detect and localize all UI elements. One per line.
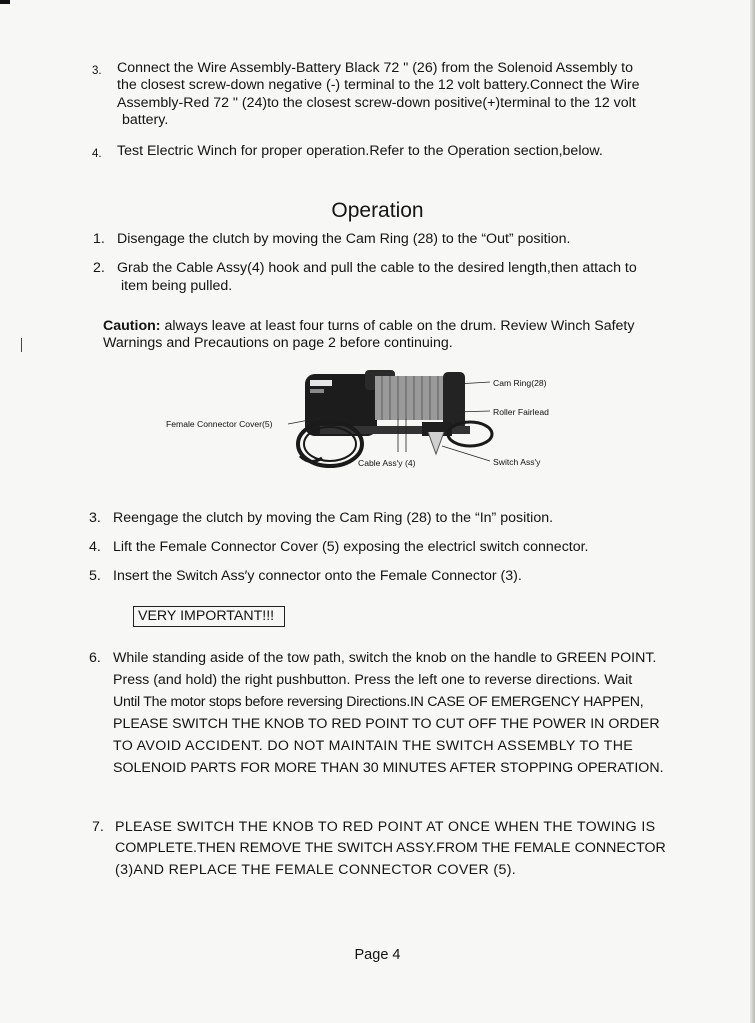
step-text-line: Connect the Wire Assembly-Battery Black 72 " (26) from the Solenoid Assembly to <box>117 60 634 76</box>
step-text-line: TO AVOID ACCIDENT. DO NOT MAINTAIN THE SWITCH ASSEMBLY TO THE <box>113 738 634 754</box>
step-text-line: SOLENOID PARTS FOR MORE THAN 30 MINUTES AFTER STOPPING OPERATION. <box>113 760 664 776</box>
step-text-line: Grab the Cable Assy(4) hook and pull the cable to the desired length,then attach to <box>117 260 637 276</box>
step-text-line: (3)AND REPLACE THE FEMALE CONNECTOR COVER (5). <box>115 862 517 878</box>
label-cam-ring: Cam Ring(28) <box>493 378 547 388</box>
step-number: 4. <box>89 539 101 555</box>
step-number: 6. <box>89 650 101 666</box>
step-number: 2. <box>93 260 105 276</box>
step-text-line: COMPLETE.THEN REMOVE THE SWITCH ASSY.FROM THE FEMALE CONNECTOR <box>115 840 666 856</box>
label-cable-assy: Cable Ass′y (4) <box>358 458 416 468</box>
step-text-line: Insert the Switch Ass′y connector onto the Female Connector (3). <box>113 568 522 584</box>
page-edge-shadow <box>750 0 755 1023</box>
caution-text: always leave at least four turns of cable on the drum. Review Winch Safety <box>160 318 635 334</box>
step-text-line: Reengage the clutch by moving the Cam Ring (28) to the “In” position. <box>113 510 554 526</box>
step-text-line: Disengage the clutch by moving the Cam Ring (28) to the “Out” position. <box>117 231 571 247</box>
step-text-line: Assembly-Red 72 " (24)to the closest screw-down positive(+)terminal to the 12 volt <box>117 95 636 111</box>
step-text-line: Press (and hold) the right pushbutton. Press the left one to reverse directions. Wait <box>113 672 633 688</box>
step-text-line: battery. <box>122 112 169 128</box>
step-text-line: PLEASE SWITCH THE KNOB TO RED POINT TO CUT OFF THE POWER IN ORDER <box>113 716 660 732</box>
label-female-connector-cover: Female Connector Cover(5) <box>166 419 273 429</box>
step-number: 4. <box>92 148 102 160</box>
caution-paragraph <box>103 318 634 335</box>
scan-edge-tick <box>21 338 22 352</box>
step-text-line: item being pulled. <box>121 278 233 294</box>
caution-text-line-2: Warnings and Precautions on page 2 before continuing. <box>103 335 453 351</box>
step-text-line: Lift the Female Connector Cover (5) exposing the electricl switch connector. <box>113 539 589 555</box>
caution-label: Caution: <box>103 318 161 334</box>
winch-diagram <box>160 362 580 480</box>
step-text-line: Test Electric Winch for proper operation.Refer to the Operation section,below. <box>117 143 603 159</box>
step-text-line: the closest screw-down negative (-) terminal to the 12 volt battery.Connect the Wire <box>117 77 640 93</box>
label-switch-assy: Switch Ass′y <box>493 457 541 467</box>
step-number: 3. <box>92 65 102 77</box>
section-title: Operation <box>331 199 424 222</box>
scan-corner-mark <box>0 0 10 4</box>
step-text-line: PLEASE SWITCH THE KNOB TO RED POINT AT ONCE WHEN THE TOWING IS <box>115 819 656 835</box>
step-number: 5. <box>89 568 101 584</box>
very-important-notice: VERY IMPORTANT!!! <box>133 606 285 627</box>
step-number: 1. <box>93 231 105 247</box>
label-roller-fairlead: Roller Fairlead <box>493 407 549 417</box>
step-number: 7. <box>92 819 104 835</box>
page-number: Page 4 <box>354 947 401 963</box>
step-text-line: While standing aside of the tow path, switch the knob on the handle to GREEN POINT. <box>113 650 657 666</box>
step-text-line: Until The motor stops before reversing Directions.IN CASE OF EMERGENCY HAPPEN, <box>113 694 644 710</box>
step-number: 3. <box>89 510 101 526</box>
